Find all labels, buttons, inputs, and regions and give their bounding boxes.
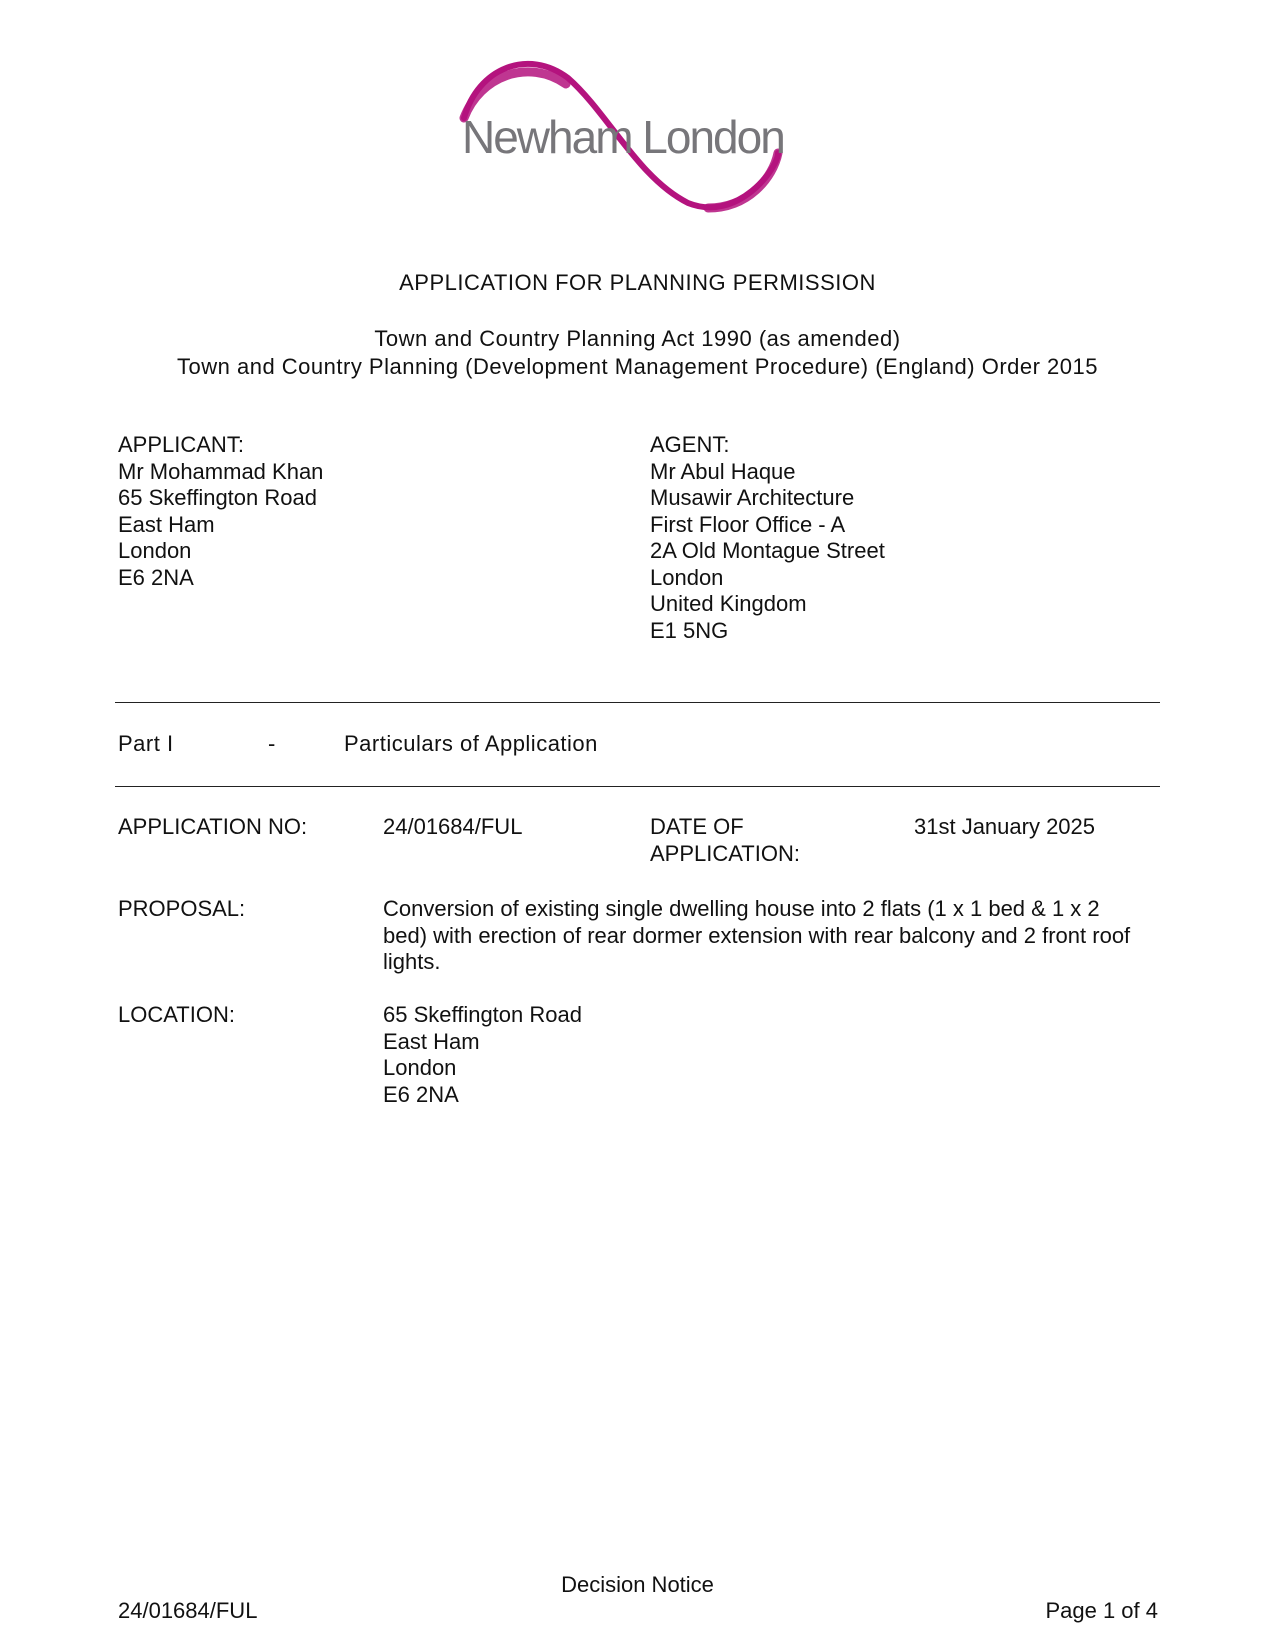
location-line: East Ham — [383, 1028, 480, 1054]
agent-label: AGENT: — [650, 432, 730, 457]
agent-line: London — [650, 564, 724, 590]
proposal-label: PROPOSAL: — [118, 896, 246, 921]
act-line-2: Town and Country Planning (Development Management Procedure) (England) Order 2015 — [177, 354, 1098, 379]
footer-reference: 24/01684/FUL — [118, 1598, 258, 1623]
part-label: Part I — [118, 731, 174, 756]
location-line: E6 2NA — [383, 1081, 459, 1107]
footer-title: Decision Notice — [561, 1572, 714, 1597]
applicant-block — [118, 432, 323, 591]
applicant-line: E6 2NA — [118, 564, 194, 590]
agent-line: United Kingdom — [650, 591, 807, 616]
document-title: APPLICATION FOR PLANNING PERMISSION — [399, 270, 876, 295]
applicant-label: APPLICANT: — [118, 432, 244, 457]
applicant-line: 65 Skeffington Road — [118, 485, 317, 510]
location-line: London — [383, 1055, 457, 1080]
date-of-application-value: 31st January 2025 — [914, 814, 1096, 839]
applicant-line: East Ham — [118, 511, 215, 537]
divider-top — [115, 702, 1160, 703]
act-line-1: Town and Country Planning Act 1990 (as amended) — [374, 326, 901, 351]
application-no-value: 24/01684/FUL — [383, 814, 523, 839]
agent-line: E1 5NG — [650, 617, 729, 643]
divider-bottom — [115, 786, 1160, 787]
location-line: 65 Skeffington Road — [383, 1002, 582, 1027]
part-dash: - — [268, 731, 276, 756]
applicant-line: Mr Mohammad Khan — [118, 458, 324, 484]
agent-line: 2A Old Montague Street — [650, 538, 885, 563]
footer-page-number: Page 1 of 4 — [1045, 1598, 1158, 1623]
part-title: Particulars of Application — [344, 731, 598, 756]
applicant-line: London — [118, 538, 192, 563]
date-of-application-label: DATE OF APPLICATION: — [650, 814, 800, 866]
application-no-label: APPLICATION NO: — [118, 814, 308, 839]
location-label: LOCATION: — [118, 1002, 235, 1027]
proposal-value: Conversion of existing single dwelling house into 2 flats (1 x 1 bed & 1 x 2 bed) with erection of rear dormer extension with rear balcony and 2 front roof lights. — [383, 896, 1131, 974]
location-value — [383, 1002, 582, 1108]
logo-text: Newham London — [462, 111, 784, 163]
newham-london-logo — [458, 58, 818, 218]
agent-line: Musawir Architecture — [650, 485, 855, 510]
agent-block — [650, 432, 885, 644]
agent-line: Mr Abul Haque — [650, 458, 796, 484]
agent-line: First Floor Office - A — [650, 511, 846, 537]
